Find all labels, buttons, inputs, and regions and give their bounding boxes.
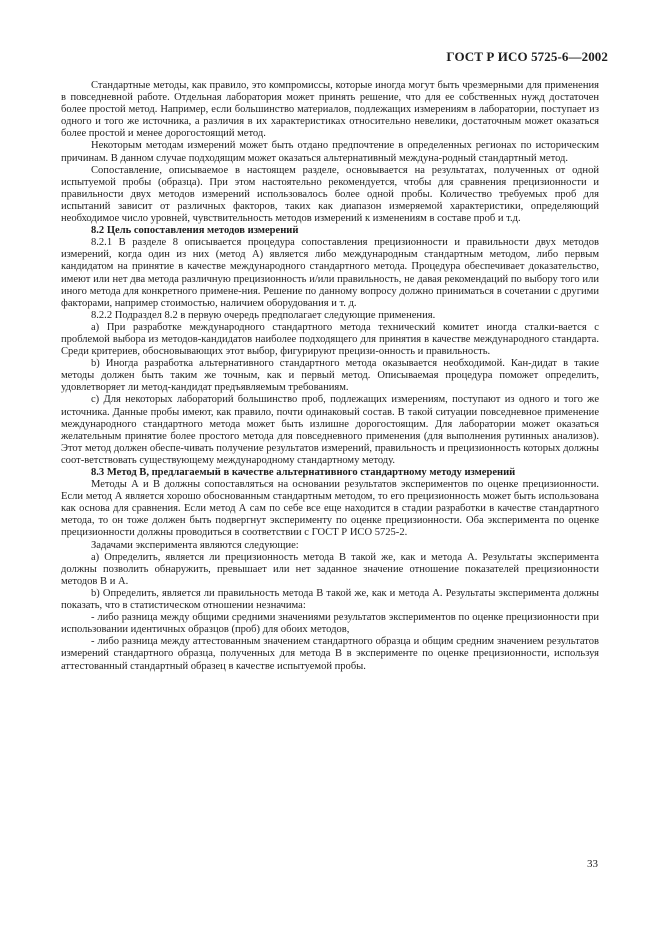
paragraph: 8.2.2 Подраздел 8.2 в первую очередь предполагает следующие применения. [91, 309, 436, 321]
section-heading: 8.2 Цель сопоставления методов измерений [91, 225, 299, 237]
paragraph: b) Иногда разработка альтернативного стандартного метода оказывается необходимой. Кан-дидат в такие методы должен быть таким же точным, как и первый метод. Описываемая процедура поможет определить, удовлетворяет ли метод-кандидат предъявляемым требованиям. [61, 358, 599, 394]
paragraph: Сопоставление, описываемое в настоящем разделе, основывается на результатах, полученных от одной испытуемой пробы (образца). При этом настоятельно рекомендуется, чтобы для сравнения прецизионности и правильности двух методов измерений использовалось более одной пробы. Количество требуемых проб для испытаний зависит от различных факторов, таких как диапазон измеряемой характеристики, определяющий необходимое число уровней, чувствительность методов измерений к изменениям в составе проб и т.д. [61, 164, 599, 225]
document-body [61, 80, 599, 673]
section-heading: 8.3 Метод В, предлагаемый в качестве альтернативного стандартному методу измерений [91, 467, 516, 478]
paragraph: а) Определить, является ли прецизионность метода В такой же, как и метода А. Результаты эксперимента должны позволить обнаружить, превышает или нет заданное значение отношение показателей прецизионности методов В и А. [61, 551, 599, 587]
paragraph: - либо разница между аттестованным значением стандартного образца и общим средним значением результатов измерений стандартного образца, полученных для метода В в эксперименте по оценке прецизионности, используя аттестованный стандартный образец в качестве испытуемой пробы. [61, 636, 599, 672]
paragraph: - либо разница между общими средними значениями результатов экспериментов по оценке прецизионности при использовании идентичных образцов (проб) для обоих методов, [61, 612, 599, 636]
standard-header: ГОСТ Р ИСО 5725-6—2002 [446, 49, 608, 64]
page-number: 33 [587, 858, 598, 870]
paragraph: Стандартные методы, как правило, это компромиссы, которые иногда могут быть чрезмерными для применения в повседневной работе. Отдельная лаборатория может принять решение, что для ее собственных нужд достаточен более простой метод. Например, если большинство материалов, подлежащих измерениям в лаборатории, поступает из одного и того же источника, а различия в их характеристиках относительно невелики, достаточным может оказаться более простой и менее дорогостоящий метод. [61, 80, 599, 140]
paragraph: 8.2.1 В разделе 8 описывается процедура сопоставления прецизионности и правильности двух методов измерений, когда один из них (метод А) является либо международным стандартным методом, либо первым кандидатом на принятие в качестве международного стандартного метода. Процедура обеспечивает доказательство, имеют или нет два метода различную прецизионность и/или правильность, не давая рекомендаций по выбору того или иного метода для конкретного примене-ния. Решение по данному вопросу должно приниматься в сочетании с другими факторами, например стоимостью, наличием оборудования и т. д. [61, 237, 599, 309]
paragraph: b) Определить, является ли правильность метода В такой же, как и метода А. Результаты эксперимента должны показать, что в статистическом отношении незначима: [61, 587, 599, 612]
paragraph: с) Для некоторых лабораторий большинство проб, подлежащих измерениям, поступают из одного и того же источника. Данные пробы имеют, как правило, почти одинаковый состав. В такой ситуации повседневное применение международного стандартного метода может быть излишне дорогостоящим. Для лаборатории может оказаться желательным принятие более простого метода для повседневного применения (для выполнения рутинных анализов). Этот метод должен обеспе-чивать получение результатов измерений, правильность и прецизионность которых должны соот-ветствовать существующему международному стандартному методу. [61, 394, 599, 466]
paragraph: Некоторым методам измерений может быть отдано предпочтение в определенных регионах по историческим причинам. В данном случае подходящим может оказаться альтернативный междуна-родный стандартный метод. [61, 140, 599, 164]
paragraph: а) При разработке международного стандартного метода технический комитет иногда сталки-вается с проблемой выбора из методов-кандидатов наиболее подходящего для принятия в качестве международного стандарта. Среди критериев, обосновывающих этот выбор, фигурируют прецизи-онность и правильность. [61, 321, 599, 358]
paragraph: Методы А и В должны сопоставляться на основании результатов экспериментов по оценке прецизионности. Если метод А является хорошо обоснованным стандартным методом, то его прецизионность может быть использована как основа для сравнения. Если метод А сам по себе все еще находится в стадии разработки в качестве стандартного метода, то он тоже должен быть подвергнут эксперименту по оценке прецизионности. Оба эксперимента по оценке прецизионности должны проводиться в соответствии с ГОСТ Р ИСО 5725-2. [61, 479, 599, 539]
paragraph: Задачами эксперимента являются следующие: [91, 539, 299, 551]
